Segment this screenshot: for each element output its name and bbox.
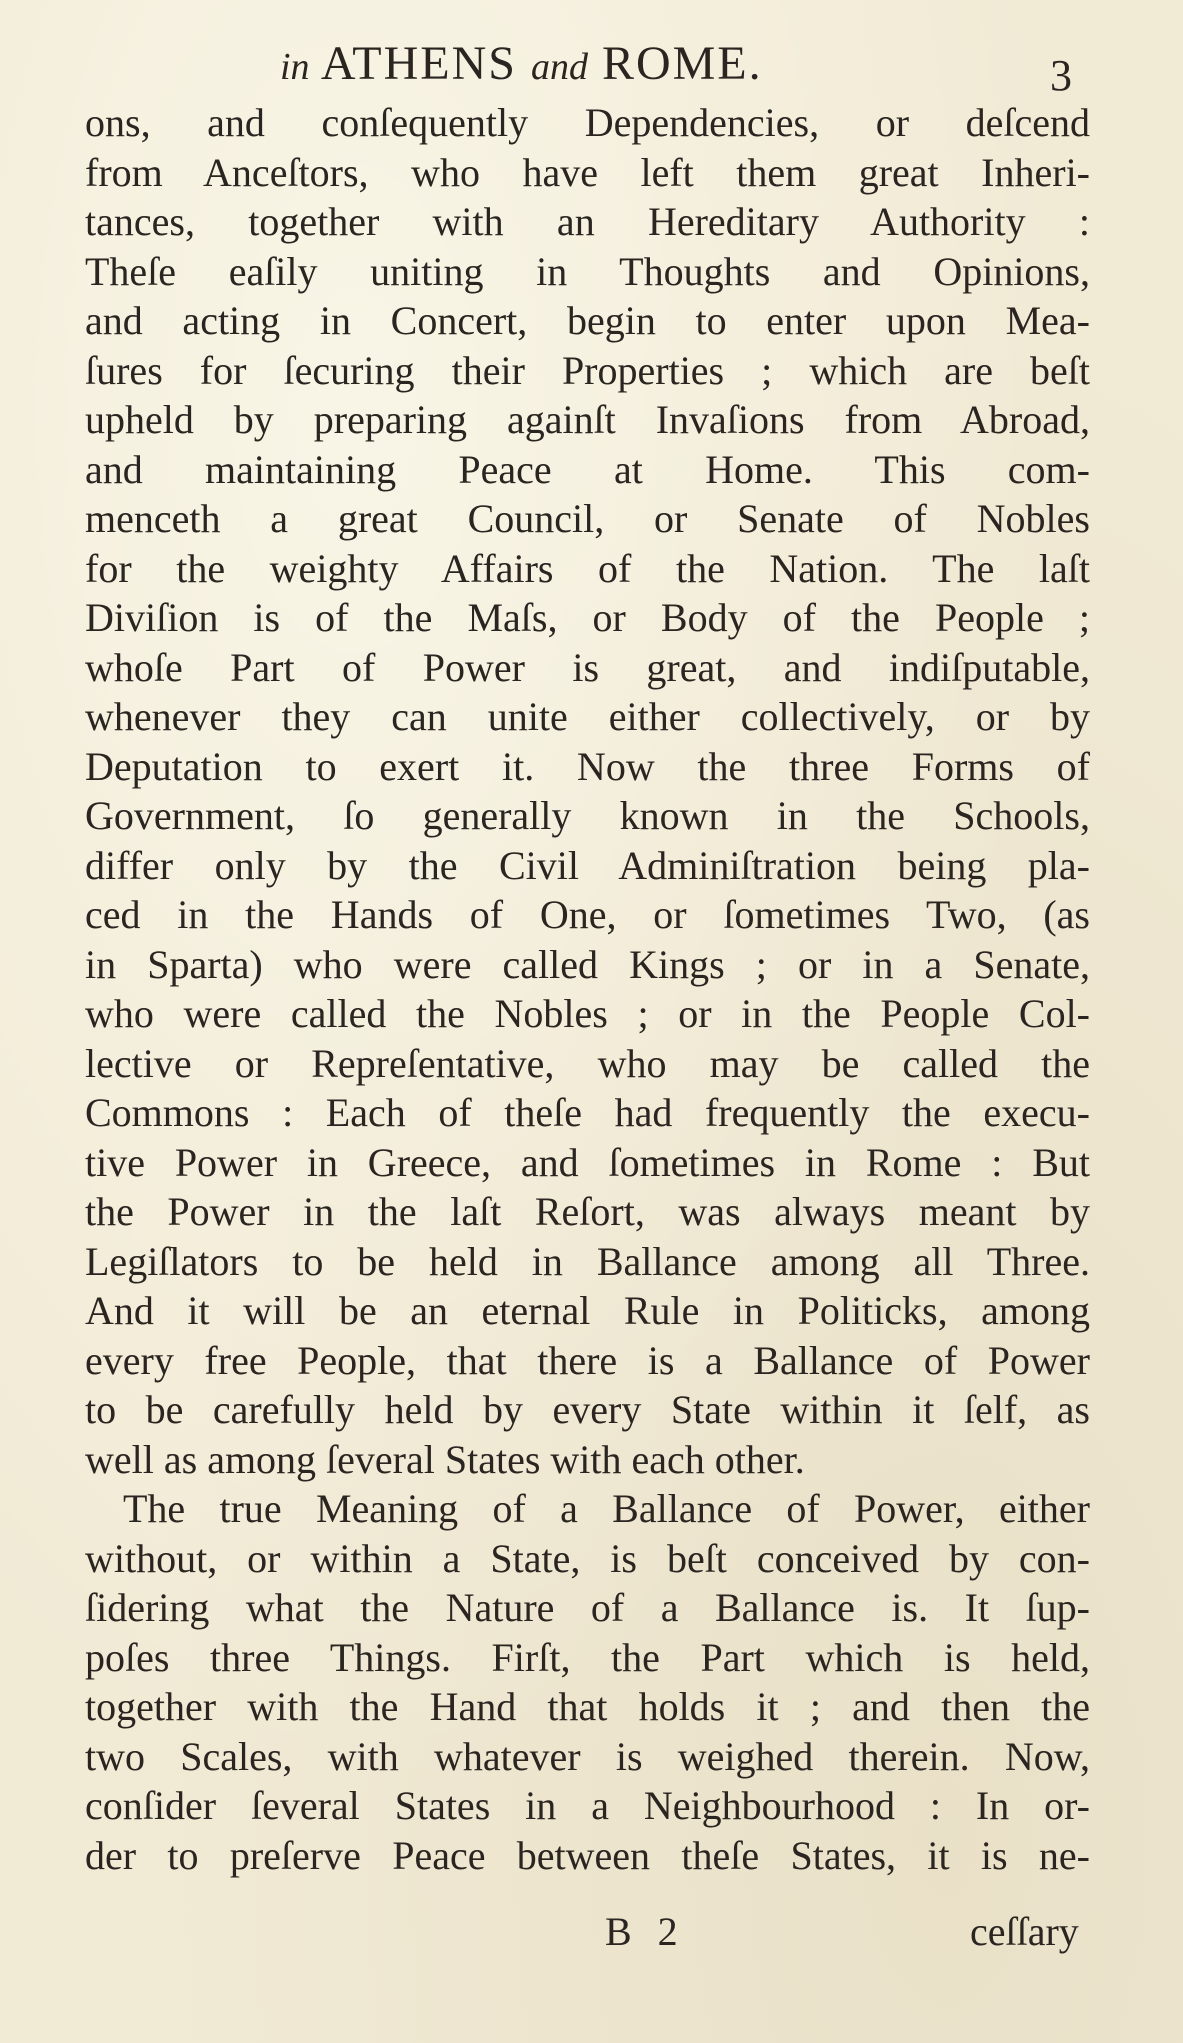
text-line: differ only by the Civil Adminiſtration being pla- bbox=[85, 842, 1090, 888]
text-line: Diviſion is of the Maſs, or Body of the People ; bbox=[85, 595, 1090, 640]
running-head bbox=[0, 30, 1183, 100]
text-line: whenever they can unite either collectively, or by bbox=[85, 694, 1090, 739]
text-line: together with the Hand that holds it ; and then the bbox=[85, 1684, 1090, 1729]
text-line: Deputation to exert it. Now the three Forms of bbox=[85, 743, 1090, 789]
text-line: ſidering what the Nature of a Ballance is. It ſup- bbox=[85, 1585, 1090, 1630]
page-footer bbox=[0, 1908, 1183, 1968]
text-line: tances, together with an Hereditary Authority : bbox=[85, 199, 1090, 244]
text-line: the Power in the laſt Reſort, was always meant by bbox=[85, 1189, 1090, 1234]
text-line: upheld by preparing againſt Invaſions from Abroad, bbox=[85, 397, 1090, 442]
body-text bbox=[85, 98, 1090, 1880]
text-line: and acting in Concert, begin to enter upon Mea- bbox=[85, 298, 1090, 343]
text-line: ſures for ſecuring their Properties ; which are beſt bbox=[85, 347, 1090, 393]
catchword: ceſſary bbox=[970, 1909, 1079, 1954]
running-title-main: ATHENS bbox=[320, 37, 517, 90]
text-line: two Scales, with whatever is weighed therein. Now, bbox=[85, 1733, 1090, 1779]
text-line: in Sparta) who were called Kings ; or in a Senate, bbox=[85, 941, 1090, 987]
text-line: Legiſlators to be held in Ballance among all Three. bbox=[85, 1238, 1090, 1284]
text-line: without, or within a State, is beſt conceived by con- bbox=[85, 1535, 1090, 1581]
text-line: ons, and conſequently Dependencies, or deſcend bbox=[85, 100, 1090, 145]
text-line: conſider ſeveral States in a Neighbourhood : In or- bbox=[85, 1783, 1090, 1828]
text-line: who were called the Nobles ; or in the People Col- bbox=[85, 991, 1090, 1036]
text-line: ced in the Hands of One, or ſometimes Two, (as bbox=[85, 892, 1090, 937]
text-line-paragraph-start: The true Meaning of a Ballance of Power, either bbox=[123, 1486, 1090, 1531]
text-line: whoſe Part of Power is great, and indiſputable, bbox=[85, 644, 1090, 690]
text-line: lective or Repreſentative, who may be called the bbox=[85, 1040, 1090, 1086]
text-line: poſes three Things. Firſt, the Part which is held, bbox=[85, 1634, 1090, 1680]
text-line: for the weighty Affairs of the Nation. The laſt bbox=[85, 545, 1090, 591]
running-title-prefix: in bbox=[280, 46, 310, 88]
page-number: 3 bbox=[1050, 51, 1072, 100]
text-line: der to preſerve Peace between theſe States, it is ne- bbox=[85, 1832, 1090, 1878]
running-title bbox=[280, 36, 763, 91]
text-line: from Anceſtors, who have left them great Inheri- bbox=[85, 149, 1090, 195]
text-line: to be carefully held by every State within it ſelf, as bbox=[85, 1387, 1090, 1432]
signature-mark: B 2 bbox=[605, 1909, 686, 1954]
running-title-end: ROME. bbox=[601, 37, 763, 90]
text-line: tive Power in Greece, and ſometimes in Rome : But bbox=[85, 1139, 1090, 1185]
running-title-joiner: and bbox=[530, 46, 588, 88]
text-line: every free People, that there is a Ballance of Power bbox=[85, 1337, 1090, 1383]
text-line: Commons : Each of theſe had frequently the execu- bbox=[85, 1090, 1090, 1135]
text-line: And it will be an eternal Rule in Politicks, among bbox=[85, 1288, 1090, 1333]
text-line: menceth a great Council, or Senate of Nobles bbox=[85, 496, 1090, 541]
text-line: Government, ſo generally known in the Schools, bbox=[85, 793, 1090, 838]
text-line: well as among ſeveral States with each other. bbox=[85, 1436, 805, 1482]
text-line: Theſe eaſily uniting in Thoughts and Opinions, bbox=[85, 248, 1090, 294]
text-line: and maintaining Peace at Home. This com- bbox=[85, 446, 1090, 492]
